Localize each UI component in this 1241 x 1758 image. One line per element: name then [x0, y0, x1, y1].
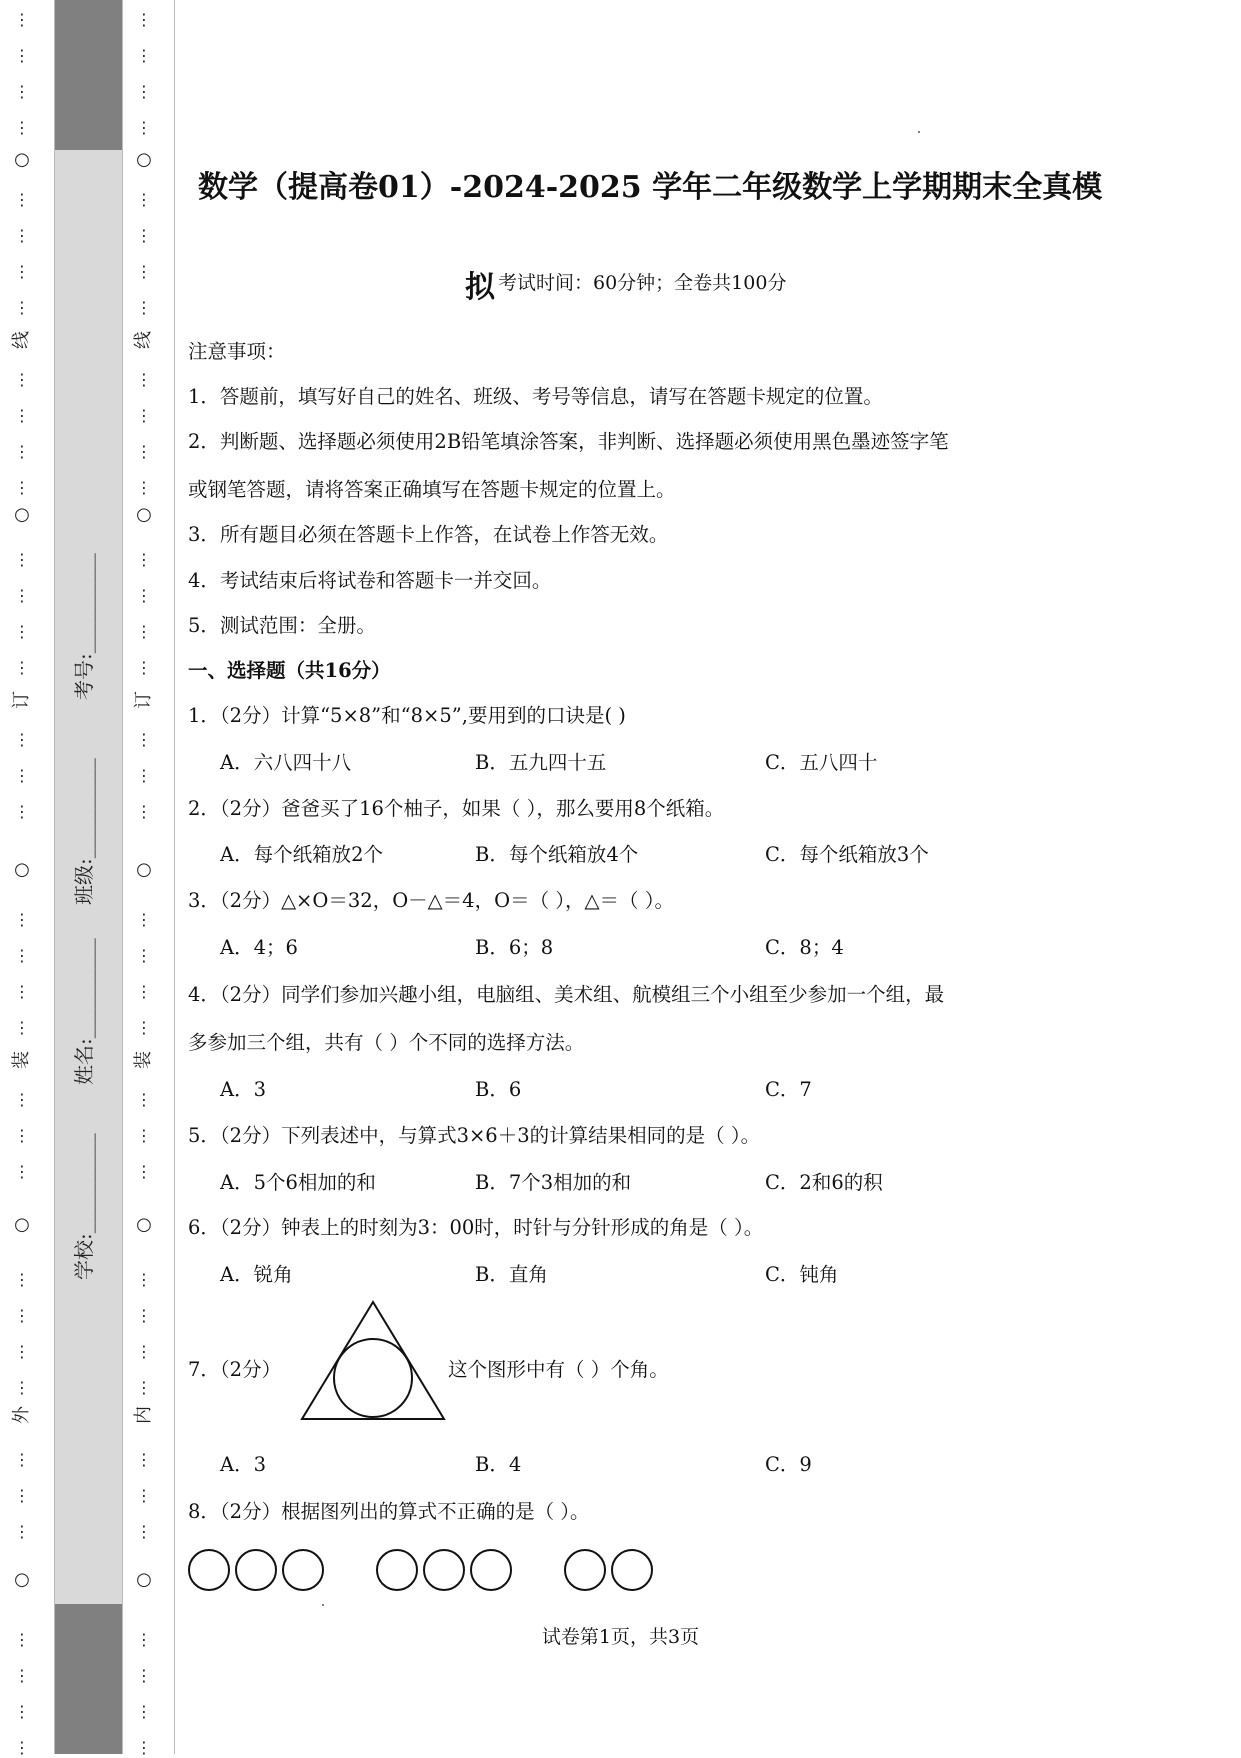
outer-dots: ⋮: [14, 1342, 30, 1361]
outer-dots: ⋮: [14, 586, 30, 605]
q5-option-c[interactable]: C．2和6的积: [765, 1171, 883, 1194]
outer-dots: ⋮: [14, 1090, 30, 1109]
outer-dots: ⋮: [14, 478, 30, 497]
outer-dots: ⋮: [14, 298, 30, 317]
circle-item: [283, 1550, 323, 1590]
outer-label-mark: 线: [11, 331, 32, 349]
outer-dots: ⋮: [14, 622, 30, 641]
q7-option-b[interactable]: B．4: [475, 1453, 522, 1476]
q5-option-b[interactable]: B．7个3相加的和: [475, 1171, 632, 1194]
outer-dots: ⋮: [14, 1378, 30, 1397]
q6-option-a[interactable]: A．锐角: [220, 1263, 293, 1286]
outer-dots: ⋮: [14, 46, 30, 65]
outer-dots: ⋮: [14, 1126, 30, 1145]
note-item: 或钢笔答题，请将答案正确填写在答题卡规定的位置上。: [188, 478, 676, 501]
inner-dots: ⋮: [136, 370, 152, 389]
school-field[interactable]: 学校:__________: [72, 1133, 96, 1280]
outer-circle-mark: ○: [14, 504, 30, 525]
inner-dots: ⋮: [136, 1630, 152, 1649]
inner-circle-mark: ○: [136, 859, 152, 880]
binding-strip-top-block: [54, 0, 122, 150]
outer-circle-mark: ○: [14, 1569, 30, 1590]
page-footer: 试卷第1页，共3页: [541, 1626, 700, 1648]
outer-dots: ⋮: [14, 118, 30, 137]
q4-option-b[interactable]: B．6: [475, 1078, 522, 1101]
triangle-circle-figure: [298, 1298, 448, 1422]
note-item: 2．判断题、选择题必须使用2B铅笔填涂答案，非判断、选择题必须使用黑色墨迹签字笔: [188, 430, 949, 453]
note-item: 3．所有题目必须在答题卡上作答，在试卷上作答无效。: [188, 523, 669, 546]
inner-dots: ⋮: [136, 46, 152, 65]
inner-dots: ⋮: [136, 1306, 152, 1325]
page-title: 数学（提高卷01）-2024-2025 学年二年级数学上学期期末全真模: [198, 170, 1103, 205]
outer-dots: ⋮: [14, 262, 30, 281]
page-title-tail: 拟: [465, 270, 495, 305]
inner-dots: ⋮: [136, 1450, 152, 1469]
circle-item: [565, 1550, 605, 1590]
inner-dots: ⋮: [136, 82, 152, 101]
inner-dots: ⋮: [136, 658, 152, 677]
inner-dots: ⋮: [136, 1702, 152, 1721]
question-5-stem: 5．（2分）下列表述中，与算式3×6＋3的计算结果相同的是（ ）。: [188, 1124, 761, 1147]
inner-dots: ⋮: [136, 1378, 152, 1397]
inner-dots: ⋮: [136, 1270, 152, 1289]
outer-dots: ⋮: [14, 1702, 30, 1721]
exam-info: 考试时间：60分钟；全卷共100分: [498, 272, 787, 294]
outer-label-mark: 订: [11, 691, 32, 709]
circle-item: [424, 1550, 464, 1590]
question-4-stem: 4．（2分）同学们参加兴趣小组，电脑组、美术组、航模组三个小组至少参加一个组，最: [188, 983, 945, 1006]
circle-item: [377, 1550, 417, 1590]
inner-dots: ⋮: [136, 298, 152, 317]
question-4-stem-cont: 多参加三个组，共有（ ）个不同的选择方法。: [188, 1031, 585, 1054]
inner-label-mark: 内: [133, 1406, 154, 1424]
question-3-stem: 3．（2分）△×O＝32，O－△＝4，O＝（ ），△＝（ ）。: [188, 889, 674, 912]
margin-divider: [54, 0, 55, 1754]
inner-cut-marks: [124, 0, 164, 1757]
q3-option-c[interactable]: C．8；4: [765, 936, 844, 959]
note-item: 1．答题前，填写好自己的姓名、班级、考号等信息，请写在答题卡规定的位置。: [188, 385, 883, 408]
circle-group-2: [377, 1550, 511, 1590]
exam-number-field[interactable]: 考号:__________: [72, 553, 96, 700]
outer-dots: ⋮: [14, 1270, 30, 1289]
inner-label-mark: 装: [133, 1051, 154, 1069]
inner-dots: ⋮: [136, 1342, 152, 1361]
q1-option-a[interactable]: A．六八四十八: [220, 751, 352, 774]
circle-group-1: [189, 1550, 323, 1590]
outer-label-mark: 外: [11, 1406, 32, 1424]
q2-option-b[interactable]: B．每个纸箱放4个: [475, 843, 639, 866]
outer-dots: ⋮: [14, 1162, 30, 1181]
outer-dots: ⋮: [14, 766, 30, 785]
q5-option-a[interactable]: A．5个6相加的和: [220, 1171, 376, 1194]
outer-dots: ⋮: [14, 1630, 30, 1649]
question-1-stem: 1．（2分）计算“5×8”和“8×5”,要用到的口诀是( ): [188, 704, 626, 727]
question-7-stem: 7．（2分）: [188, 1358, 282, 1381]
circle-group-3: [565, 1550, 652, 1590]
outer-dots: ⋮: [14, 550, 30, 569]
inner-dots: ⋮: [136, 550, 152, 569]
note-item: 5．测试范围：全册。: [188, 614, 376, 637]
outer-dots: ⋮: [14, 370, 30, 389]
q6-option-c[interactable]: C．钝角: [765, 1263, 839, 1286]
outer-dots: ⋮: [14, 1450, 30, 1469]
inner-dots: ⋮: [136, 226, 152, 245]
q3-option-a[interactable]: A．4；6: [220, 936, 298, 959]
inner-dots: ⋮: [136, 1666, 152, 1685]
inner-dots: ⋮: [136, 478, 152, 497]
inner-circle-mark: ○: [136, 504, 152, 525]
outer-dots: ⋮: [14, 442, 30, 461]
outer-circle-mark: ○: [14, 1214, 30, 1235]
inner-dots: ⋮: [136, 802, 152, 821]
inner-circle-mark: ○: [136, 1569, 152, 1590]
inner-dots: ⋮: [136, 10, 152, 29]
inner-dots: ⋮: [136, 766, 152, 785]
question-2-stem: 2．（2分）爸爸买了16个柚子，如果（ ），那么要用8个纸箱。: [188, 797, 725, 820]
scan-speck: [322, 1604, 324, 1606]
outer-dots: ⋮: [14, 982, 30, 1001]
inner-dots: ⋮: [136, 730, 152, 749]
q4-option-c[interactable]: C．7: [765, 1078, 812, 1101]
outer-dots: ⋮: [14, 802, 30, 821]
outer-label-mark: 装: [11, 1051, 32, 1069]
question-6-stem: 6．（2分）钟表上的时刻为3：00时，时针与分针形成的角是（ ）。: [188, 1216, 764, 1239]
outer-circle-mark: ○: [14, 149, 30, 170]
section-heading: 一、选择题（共16分）: [188, 659, 391, 682]
outer-dots: ⋮: [14, 406, 30, 425]
outer-dots: ⋮: [14, 946, 30, 965]
question-8-stem: 8．（2分）根据图列出的算式不正确的是（ ）。: [188, 1500, 590, 1523]
inner-dots: ⋮: [136, 1090, 152, 1109]
notes-heading: 注意事项：: [188, 340, 286, 363]
outer-dots: ⋮: [14, 910, 30, 929]
inner-dots: ⋮: [136, 1486, 152, 1505]
q6-option-b[interactable]: B．直角: [475, 1263, 548, 1286]
scan-speck: [918, 131, 920, 133]
inner-dots: ⋮: [136, 442, 152, 461]
name-field[interactable]: 姓名:__________: [72, 938, 96, 1085]
circle-groups-figure: [186, 1546, 666, 1596]
q2-option-c[interactable]: C．每个纸箱放3个: [765, 843, 929, 866]
margin-divider: [122, 0, 123, 1754]
inner-dots: ⋮: [136, 1126, 152, 1145]
inner-dots: ⋮: [136, 406, 152, 425]
inner-dots: ⋮: [136, 622, 152, 641]
question-7-stem-cont: 这个图形中有（ ）个角。: [448, 1358, 669, 1381]
q1-option-b[interactable]: B．五九四十五: [475, 751, 607, 774]
inner-dots: ⋮: [136, 118, 152, 137]
q3-option-b[interactable]: B．6；8: [475, 936, 554, 959]
outer-dots: ⋮: [14, 1486, 30, 1505]
circle-item: [612, 1550, 652, 1590]
inner-dots: ⋮: [136, 586, 152, 605]
inner-dots: ⋮: [136, 982, 152, 1001]
note-item: 4．考试结束后将试卷和答题卡一并交回。: [188, 569, 552, 592]
outer-dots: ⋮: [14, 10, 30, 29]
inner-dots: ⋮: [136, 262, 152, 281]
inner-circle-mark: ○: [136, 149, 152, 170]
outer-dots: ⋮: [14, 1738, 30, 1757]
inner-dots: ⋮: [136, 1018, 152, 1037]
inner-dots: ⋮: [136, 910, 152, 929]
outer-dots: ⋮: [14, 1018, 30, 1037]
inner-label-mark: 订: [133, 691, 154, 709]
q4-option-a[interactable]: A．3: [220, 1078, 266, 1101]
outer-cut-marks: [2, 0, 42, 1757]
outer-dots: ⋮: [14, 190, 30, 209]
q2-option-a[interactable]: A．每个纸箱放2个: [220, 843, 383, 866]
outer-dots: ⋮: [14, 226, 30, 245]
inner-dots: ⋮: [136, 1522, 152, 1541]
outer-dots: ⋮: [14, 1666, 30, 1685]
inner-dots: ⋮: [136, 946, 152, 965]
inner-circle-mark: ○: [136, 1214, 152, 1235]
outer-dots: ⋮: [14, 730, 30, 749]
q7-option-c[interactable]: C．9: [765, 1453, 812, 1476]
outer-dots: ⋮: [14, 658, 30, 677]
inscribed-circle-shape: [334, 1339, 412, 1417]
circle-item: [189, 1550, 229, 1590]
q7-option-a[interactable]: A．3: [220, 1453, 266, 1476]
class-field[interactable]: 班级:__________: [72, 758, 96, 905]
inner-dots: ⋮: [136, 1738, 152, 1757]
circle-item: [236, 1550, 276, 1590]
inner-label-mark: 线: [133, 331, 154, 349]
inner-dots: ⋮: [136, 1162, 152, 1181]
outer-dots: ⋮: [14, 1306, 30, 1325]
circle-item: [471, 1550, 511, 1590]
outer-dots: ⋮: [14, 82, 30, 101]
outer-circle-mark: ○: [14, 859, 30, 880]
q1-option-c[interactable]: C．五八四十: [765, 751, 878, 774]
triangle-shape: [302, 1302, 444, 1419]
outer-dots: ⋮: [14, 1522, 30, 1541]
inner-dots: ⋮: [136, 190, 152, 209]
margin-divider: [174, 0, 175, 1754]
